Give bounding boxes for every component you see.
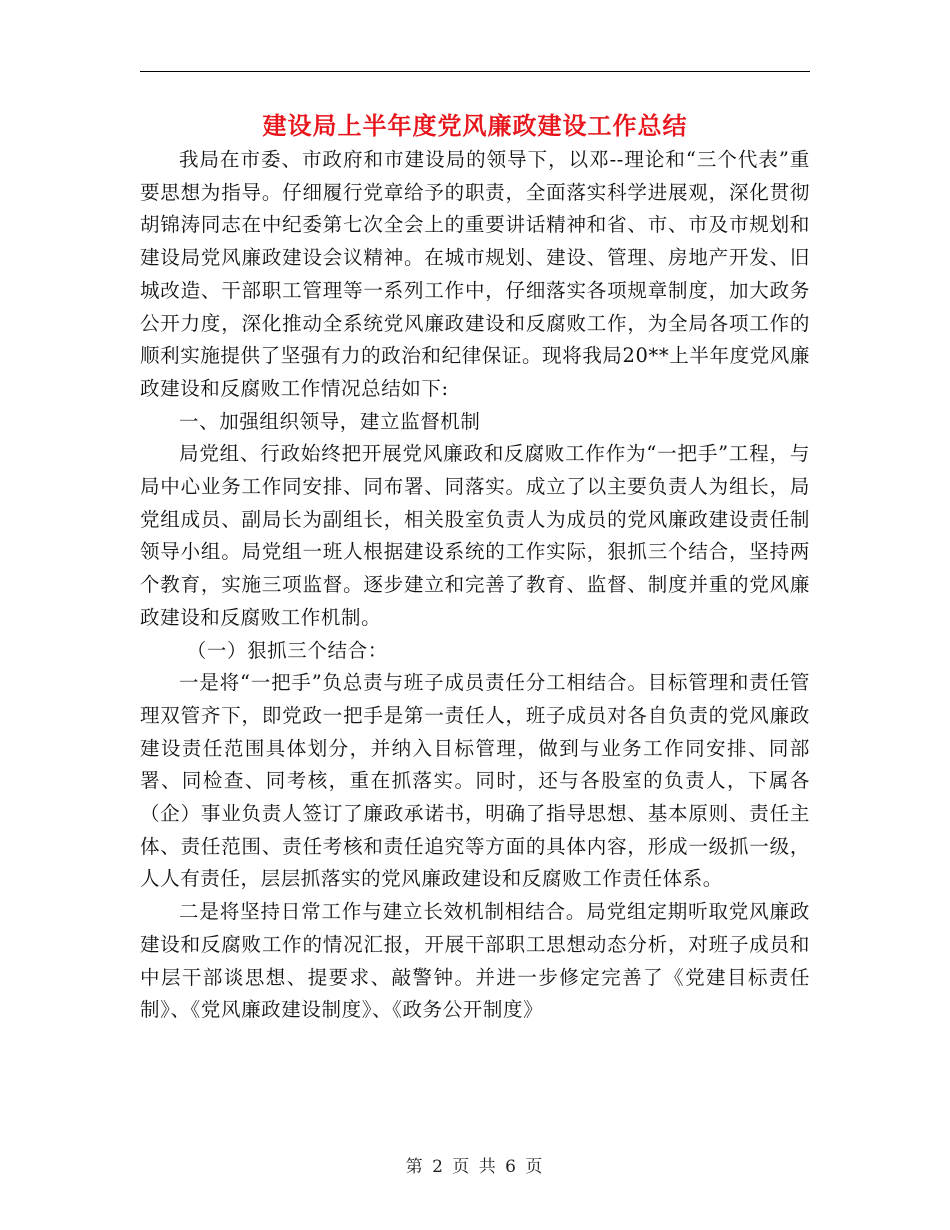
item-paragraph-1: 一是将“一把手”负总责与班子成员责任分工相结合。目标管理和责任管理双管齐下，即党政一把手是第一责任人，班子成员对各自负责的党风廉政建设责任范围具体划分，并纳入目标管理，做到与业务工作同安排、同部署、同检查、同考核，重在抓落实。同时，还与各股室的负责人，下属各（企）事业负责人签订了廉政承诺书，明确了指导思想、基本原则、责任主体、责任范围、责任考核和责任追究等方面的具体内容，形成一级抓一级，人人有责任，层层抓落实的党风廉政建设和反腐败工作责任体系。 — [140, 671, 810, 891]
document-title: 建设局上半年度党风廉政建设工作总结 — [262, 111, 688, 140]
section-heading: 一、加强组织领导，建立监督机制 — [179, 409, 481, 433]
intro-paragraph: 我局在市委、市政府和市建设局的领导下，以邓--理论和“三个代表”重要思想为指导。仔细履行党章给予的职责，全面落实科学进展观，深化贯彻胡锦涛同志在中纪委第七次全会上的重要讲话精神和省、市、市及市规划和建设局党风廉政建设会议精神。在城市规划、建设、管理、房地产开发、旧城改造、干部职工管理等一系列工作中，仔细落实各项规章制度，加大政务公开力度，深化推动全系统党风廉政建设和反腐败工作，为全局各项工作的顺利实施提供了坚强有力的政治和纪律保证。现将我局20**上半年度党风廉政建设和反腐败工作情况总结如下: — [140, 148, 810, 400]
document-body — [140, 144, 810, 1027]
subsection-heading: （一）狠抓三个结合： — [186, 638, 388, 662]
item-paragraph-2: 二是将坚持日常工作与建立长效机制相结合。局党组定期听取党风廉政建设和反腐败工作的情况汇报，开展干部职工思想动态分析，对班子成员和中层干部谈思想、提要求、敲警钟。并进一步修定完善了《党建目标责任制》、《党风廉政建设制度》、《政务公开制度》 — [140, 900, 810, 1022]
section-paragraph: 局党组、行政始终把开展党风廉政和反腐败工作作为“一把手”工程，与局中心业务工作同安排、同布署、同落实。成立了以主要负责人为组长，局党组成员、副局长为副组长，相关股室负责人为成员的党风廉政建设责任制领导小组。局党组一班人根据建设系统的工作实际，狠抓三个结合，坚持两个教育，实施三项监督。逐步建立和完善了教育、监督、制度并重的党风廉政建设和反腐败工作机制。 — [140, 442, 810, 629]
header-rule — [140, 71, 810, 72]
page-number-footer: 第 2 页 共 6 页 — [405, 1157, 545, 1177]
